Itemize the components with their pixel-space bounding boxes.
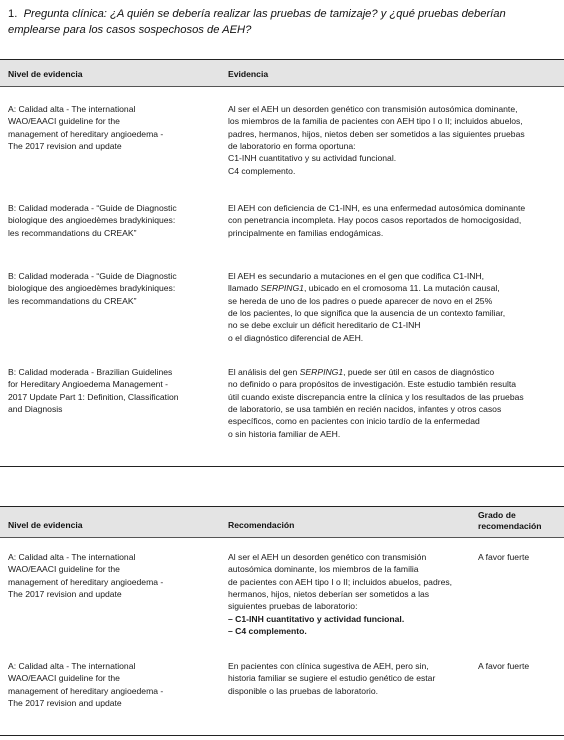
grade-value: A favor fuerte [478,552,530,562]
recommendation-line: autosómica dominante, los miembros de la familia [228,564,419,575]
evidence-level-line: les recommandations du CREAK” [8,227,137,238]
evidence-level-line: les recommandations du CREAK” [8,295,137,306]
evidence-level-cell [8,366,208,415]
evidence-text-line [228,428,554,440]
evidence-text-segment: no se debe excluir un déficit hereditario de C1-INH [228,320,421,331]
evidence-text-cell [228,366,554,440]
evidence-level-line: WAO/EAACI guideline for the [8,564,120,575]
recommendation-line: siguientes pruebas de laboratorio: [228,601,358,612]
recommendation-line: disponible o las pruebas de laboratorio. [228,685,379,696]
evidence-text-line [228,214,554,226]
evidence-text-line [228,202,554,214]
evidence-text-line [228,115,554,127]
evidence-text-segment: o sin historia familiar de AEH. [228,428,341,439]
evidence-text-line [228,403,554,415]
table-bottom-rule [0,735,564,736]
evidence-text-segment: , puede ser útil en casos de diagnóstico [343,367,495,377]
evidence-level-line: management of hereditary angioedema - [8,685,164,696]
evidence-level-line: management of hereditary angioedema - [8,576,164,587]
evidence-text-segment: El análisis del gen [228,367,300,377]
evidence-text-segment: principalmente en familias endogámicas. [228,227,384,238]
recommendation-line: Al ser el AEH un desorden genético con transmisión [228,552,427,562]
evidence-level-line: and Diagnosis [8,404,63,415]
evidence-level-line: WAO/EAACI guideline for the [8,116,120,127]
evidence-text-segment: se hereda de uno de los padres o puede aparecer de novo en el 25% [228,295,493,306]
evidence-text-line [228,391,554,403]
evidence-text-segment: llamado [228,283,261,294]
evidence-level-line: A: Calidad alta - The international [8,661,136,671]
evidence-text-segment: C1-INH cuantitativo y su actividad funcional. [228,153,397,164]
evidence-text-segment: Al ser el AEH un desorden genético con transmisión autosómica dominante, [228,104,518,114]
header-grade-line: recomendación [478,521,542,531]
evidence-level-line: The 2017 revision and update [8,141,122,152]
evidence-text-line [228,282,554,294]
grade-value: A favor fuerte [478,661,530,671]
question-number: 1. [8,8,18,20]
evidence-text-line [228,128,554,140]
evidence-text-cell [228,202,554,239]
recommendation-cell [228,551,468,637]
evidence-text-segment: específicos, como en pacientes con inicio tardío de la enfermedad [228,416,480,427]
evidence-text-line [228,307,554,319]
evidence-level-line: The 2017 revision and update [8,698,122,709]
evidence-text-line [228,366,554,378]
evidence-text-line [228,152,554,164]
evidence-text-segment: , ubicado en el cromosoma 11. La mutación causal, [303,283,500,294]
recommendation-cell [228,660,468,697]
evidence-level-line: B: Calidad moderada - “Guide de Diagnostic [8,271,177,281]
evidence-level-line: biologique des angioedèmes bradykiniques: [8,283,176,294]
evidence-text-segment: El AEH con deficiencia de C1-INH, es una enfermedad autosómica dominante [228,203,526,213]
evidence-text-cell [228,103,554,177]
grade-cell [478,551,562,563]
gene-name: SERPING1 [260,283,304,294]
evidence-level-line: A: Calidad alta - The international [8,104,136,114]
evidence-text-segment: útil cuando existe discrepancia entre la clínica y los resultados de las pruebas [228,391,524,402]
evidence-level-cell [8,202,208,239]
header-grade [478,510,542,532]
header-evidence: Evidencia [228,69,269,79]
evidence-text-segment: no definido o para propósitos de investigación. Este estudio también resulta [228,379,517,390]
recommendation-line: hermanos, hijos, nietos deberían ser sometidos a las [228,589,430,600]
evidence-text-segment: los miembros de la familia de pacientes con AEH tipo I o II; incluidos abuelos, [228,116,523,127]
evidence-text-segment: o el diagnóstico diferencial de AEH. [228,332,364,343]
evidence-text-line [228,103,554,115]
evidence-text-segment: con penetrancia incompleta. Hay pocos casos reportados de homocigosidad, [228,215,522,226]
evidence-text-line [228,165,554,177]
evidence-level-line: The 2017 revision and update [8,589,122,600]
recommendation-line: de pacientes con AEH tipo I o II; incluidos abuelos, padres, [228,576,453,587]
evidence-level-cell [8,270,208,307]
evidence-level-cell [8,660,208,709]
table-bottom-rule [0,466,564,467]
header-level: Nivel de evidencia [8,520,83,530]
evidence-text-line [228,270,554,282]
header-grade-line: Grado de [478,510,516,520]
evidence-text-segment: C4 complemento. [228,165,296,176]
evidence-text-line [228,140,554,152]
evidence-text-segment: de los pacientes, lo que significa que la ausencia de un contexto familiar, [228,308,506,319]
grade-cell [478,660,562,672]
evidence-text-segment: de laboratorio en forma oportuna: [228,141,356,152]
clinical-question [8,6,556,38]
evidence-text-line [228,295,554,307]
evidence-text-line [228,378,554,390]
evidence-level-line: for Hereditary Angioedema Management - [8,379,169,390]
evidence-text-line [228,332,554,344]
gene-name: SERPING1 [299,367,344,377]
evidence-text-line [228,319,554,331]
evidence-level-line: WAO/EAACI guideline for the [8,673,120,684]
evidence-table-header [0,59,564,87]
evidence-level-line: management of hereditary angioedema - [8,128,164,139]
evidence-text-line [228,227,554,239]
recommendation-line: historia familiar se sugiere el estudio genético de estar [228,673,436,684]
recommendation-test-item: – C1-INH cuantitativo y actividad funcional. [228,613,405,624]
evidence-level-line: B: Calidad moderada - Brazilian Guidelines [8,367,173,377]
header-recommendation: Recomendación [228,520,295,530]
evidence-text-cell [228,270,554,344]
evidence-level-line: 2017 Update Part 1: Definition, Classification [8,391,179,402]
evidence-text-line [228,415,554,427]
question-text: Pregunta clínica: ¿A quién se debería realizar las pruebas de tamizaje? y ¿qué pruebas deberían emplearse para los casos sospechosos de AEH? [8,8,506,36]
evidence-level-cell [8,551,208,600]
recommendation-table-header [0,506,564,538]
evidence-level-line: A: Calidad alta - The international [8,552,136,562]
recommendation-test-item: – C4 complemento. [228,626,307,637]
evidence-text-segment: padres, hermanos, hijos, nietos deben ser sometidos a las siguientes pruebas [228,128,525,139]
evidence-text-segment: de laboratorio, se usa también en recién nacidos, infantes y otros casos [228,404,502,415]
header-level: Nivel de evidencia [8,69,83,79]
evidence-level-line: biologique des angioedèmes bradykiniques: [8,215,176,226]
evidence-level-cell [8,103,208,152]
recommendation-line: En pacientes con clínica sugestiva de AEH, pero sin, [228,661,429,671]
evidence-text-segment: El AEH es secundario a mutaciones en el gen que codifica C1-INH, [228,271,485,281]
evidence-level-line: B: Calidad moderada - “Guide de Diagnostic [8,203,177,213]
